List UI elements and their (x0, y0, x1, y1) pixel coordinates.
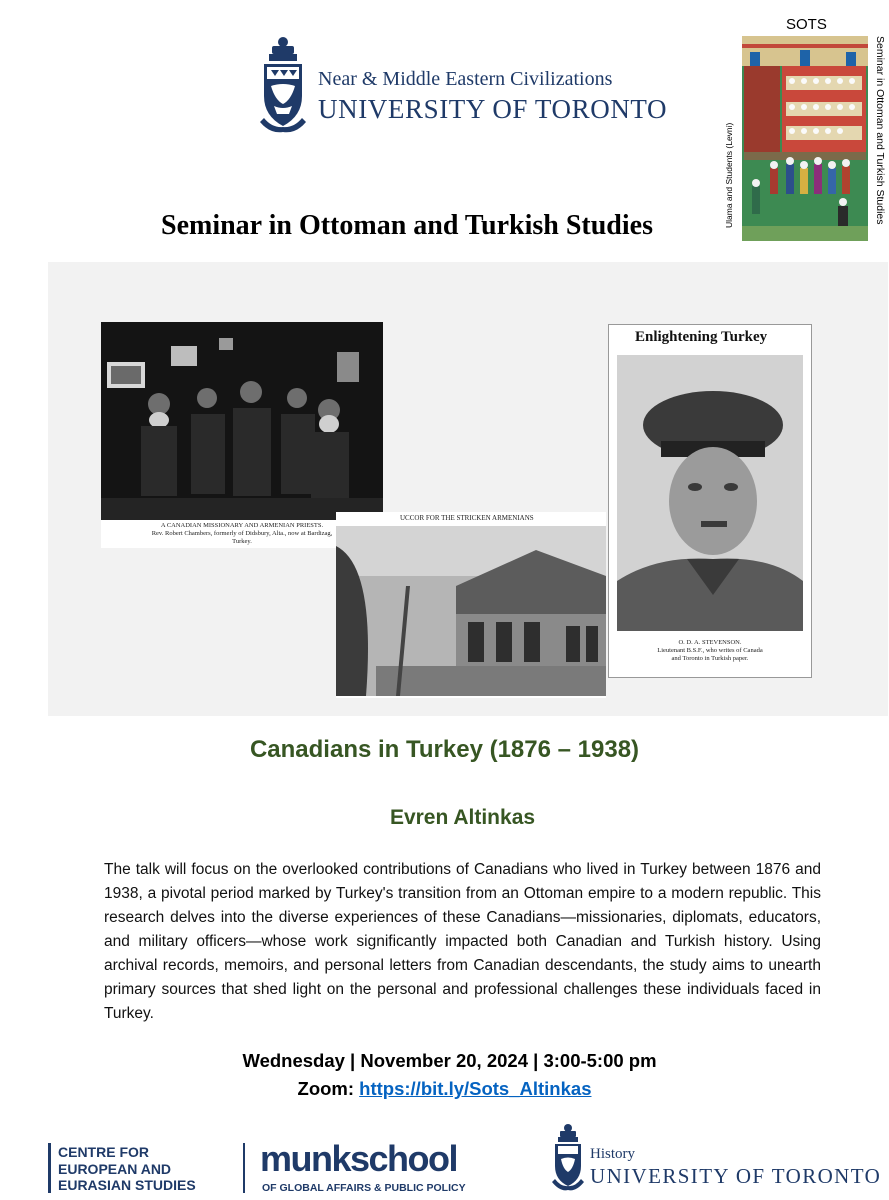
zoom-link[interactable]: https://bit.ly/Sots_Altinkas (359, 1078, 592, 1099)
missionary-caption-line: Rev. Robert Chambers, formerly of Didsbury, Alta., now at Bardizag, (151, 530, 333, 537)
missionary-photo-image (101, 322, 383, 520)
zoom-label: Zoom: (297, 1078, 360, 1099)
seminar-title: Seminar in Ottoman and Turkish Studies (161, 210, 653, 241)
talk-abstract: The talk will focus on the overlooked contributions of Canadians who lived in Turkey between 1876 and 1938, a pivotal period marked by Turkey's transition from an Ottoman empire to a modern republic. This research delves into the diverse experiences of these Canadians—missionaries, diplomats, educators, and military officers—whose work significantly impacted both Canadian and Turkish history. Using archival records, memoirs, and personal letters from Canadian descendants, the study aims to unearth primary sources that shed light on the personal and professional challenges these individuals faced in Turkey. (104, 861, 821, 1022)
ceus-line: CENTRE FOR (58, 1144, 149, 1160)
ceus-line: EURASIAN STUDIES (58, 1177, 196, 1193)
munk-divider (243, 1143, 245, 1193)
stevenson-caption-name: O. D. A. STEVENSON. (678, 639, 742, 646)
history-crest-icon (552, 1122, 584, 1194)
enlightening-heading: Enlightening Turkey (635, 329, 768, 345)
munk-school-subtitle: OF GLOBAL AFFAIRS & PUBLIC POLICY (262, 1182, 466, 1194)
uoft-crest-icon (258, 34, 308, 138)
event-date: Wednesday | November 20, 2024 | 3:00-5:00 pm (242, 1050, 657, 1071)
armenian-relief-photo (336, 512, 606, 698)
sots-label: SOTS (786, 16, 827, 33)
miniature-caption: Ulama and Students (Levni) (724, 122, 734, 228)
university-name: UNIVERSITY OF TORONTO (318, 94, 668, 124)
ceus-divider (48, 1143, 51, 1193)
ceus-line: EUROPEAN AND (58, 1160, 172, 1177)
stevenson-caption-line: Lieutenant B.S.F., who writes of Canada (657, 647, 763, 654)
relief-heading: UCCOR FOR THE STRICKEN ARMENIANS (400, 514, 534, 522)
speaker-name: Evren Altinkas (389, 806, 536, 829)
photo-collage (48, 262, 888, 716)
missionary-caption-title: A CANADIAN MISSIONARY AND ARMENIAN PRIESTS. (160, 522, 324, 529)
zoom-line (0, 1078, 889, 1100)
building-photo-image (336, 526, 606, 696)
history-department: History (590, 1146, 635, 1162)
missionary-caption-line: Turkey. (232, 538, 252, 545)
history-university: UNIVERSITY OF TORONTO (590, 1164, 882, 1188)
stevenson-photo (608, 324, 812, 678)
munk-school-logo: munkschool (260, 1138, 458, 1179)
ceus-logo (58, 1144, 196, 1194)
talk-title: Canadians in Turkey (1876 – 1938) (249, 736, 640, 763)
portrait-image (617, 355, 803, 631)
department-name: Near & Middle Eastern Civilizations (318, 68, 613, 90)
sots-full-name: Seminar in Ottoman and Turkish Studies (874, 36, 886, 225)
stevenson-caption-line: and Toronto in Turkish paper. (671, 655, 749, 662)
